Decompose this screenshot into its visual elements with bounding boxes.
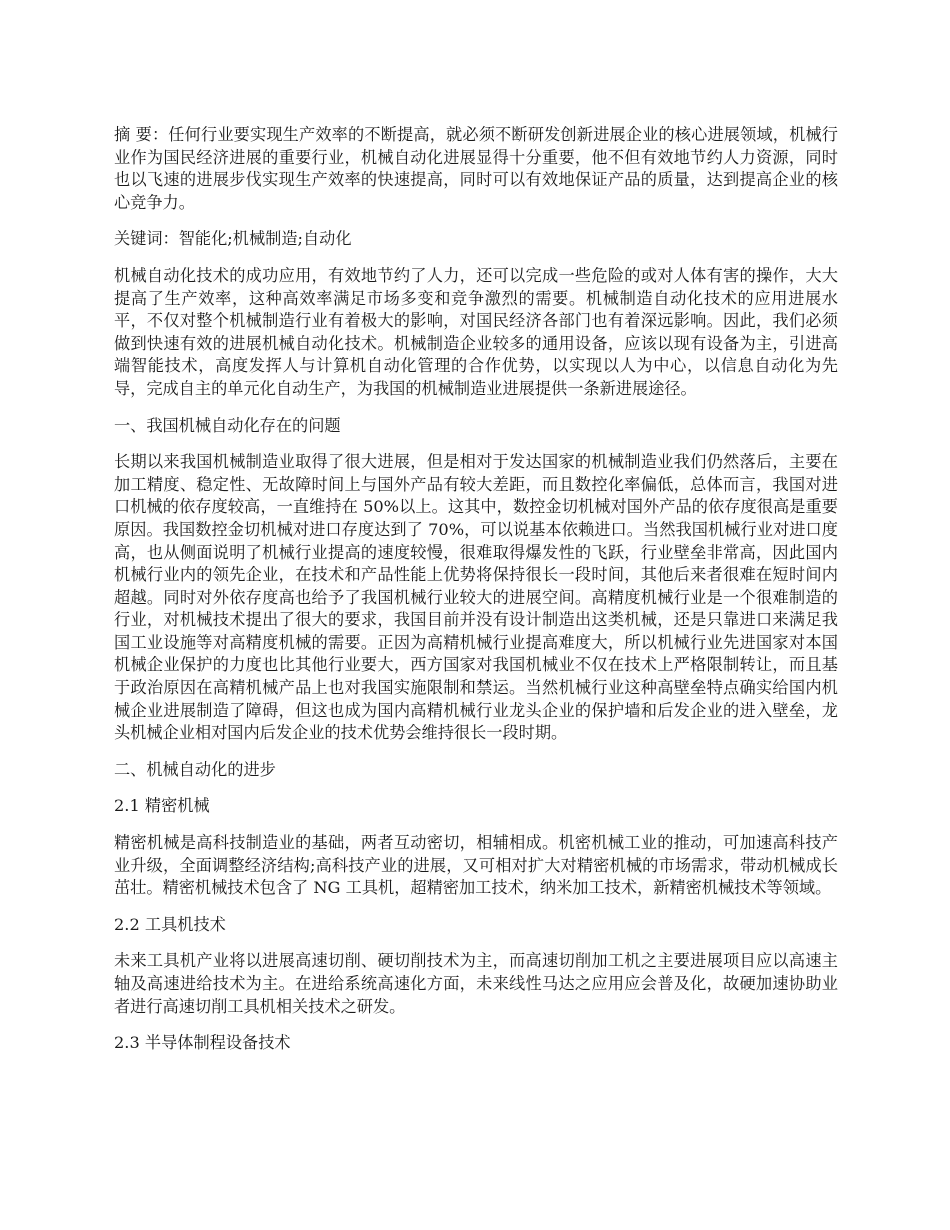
subsection-2-1-heading: 2.1 精密机械: [114, 796, 210, 816]
intro-paragraph: 机械自动化技术的成功应用，有效地节约了人力，还可以完成一些危险的或对人体有害的操作，大大提高了生产效率，这种高效率满足市场多变和竞争激烈的需要。机械制造自动化技术的应用进展水平，不仅对整个机械制造行业有着极大的影响，对国民经济各部门也有着深远影响。因此，我们必须做到快速有效的进展机械自动化技术。机械制造企业较多的通用设备，应该以现有设备为主，引进高端智能技术，高度发挥人与计算机自动化管理的合作优势，以实现以人为中心，以信息自动化为先导，完成自主的单元化自动生产，为我国的机械制造业进展提供一条新进展途径。: [114, 265, 838, 398]
subsection-2-2-paragraph: 未来工具机产业将以进展高速切削、硬切削技术为主，而高速切削加工机之主要进展项目应以高速主轴及高速进给技术为主。在进给系统高速化方面，未来线性马达之应用应会普及化，故硬加速协助业者进行高速切削工具机相关技术之研发。: [114, 951, 838, 1016]
keywords-line: 关键词：智能化;机械制造;自动化: [114, 229, 352, 249]
abstract-paragraph: 摘 要：任何行业要实现生产效率的不断提高，就必须不断研发创新进展企业的核心进展领域，机械行业作为国民经济进展的重要行业，机械自动化进展显得十分重要，他不但有效地节约人力资源，同时也以飞速的进展步伐实现生产效率的快速提高，同时可以有效地保证产品的质量，达到提高企业的核心竞争力。: [114, 125, 838, 212]
subsection-2-3-heading: 2.3 半导体制程设备技术: [114, 1033, 291, 1053]
section-1-heading: 一、我国机械自动化存在的问题: [114, 415, 341, 435]
subsection-2-2-heading: 2.2 工具机技术: [114, 914, 226, 934]
document-page: [114, 124, 838, 1069]
section-1-paragraph: 长期以来我国机械制造业取得了很大进展，但是相对于发达国家的机械制造业我们仍然落后，主要在加工精度、稳定性、无故障时间上与国外产品有较大差距，而且数控化率偏低，总体而言，我国对进口机械的依存度较高，一直维持在 50%以上。这其中，数控金切机械对国外产品的依存度很高是重要原因。我国数控金切机械对进口存度达到了 70%，可以说基本依赖进口。当然我国机械行业对进口度高，也从侧面说明了机械行业提高的速度较慢，很难取得爆发性的飞跃，行业壁垒非常高，因此国内机械行业内的领先企业，在技术和产品性能上优势将保持很长一段时间，其他后来者很难在短时间内超越。同时对外依存度高也给予了我国机械行业较大的进展空间。高精度机械行业是一个很难制造的行业，对机械技术提出了很大的要求，我国目前并没有设计制造出这类机械，还是只靠进口来满足我国工业设施等对高精度机械的需要。正因为高精机械行业提高难度大，所以机械行业先进国家对本国机械企业保护的力度也比其他行业要大，西方国家对我国机械业不仅在技术上严格限制转让，而且基于政治原因在高精机械产品上也对我国实施限制和禁运。当然机械行业这种高壁垒特点确实给国内机械企业进展制造了障碍，但这也成为国内高精机械行业龙头企业的保护墙和后发企业的进入壁垒，龙头机械企业相对国内后发企业的技术优势会维持很长一段时期。: [114, 452, 838, 743]
subsection-2-1-paragraph: 精密机械是高科技制造业的基础，两者互动密切，相辅相成。机密机械工业的推动，可加速高科技产业升级，全面调整经济结构;高科技产业的进展，又可相对扩大对精密机械的市场需求，带动机械成长茁壮。精密机械技术包含了 NG 工具机，超精密加工技术，纳米加工技术，新精密机械技术等领域。: [114, 833, 838, 898]
section-2-heading: 二、机械自动化的进步: [114, 759, 276, 779]
